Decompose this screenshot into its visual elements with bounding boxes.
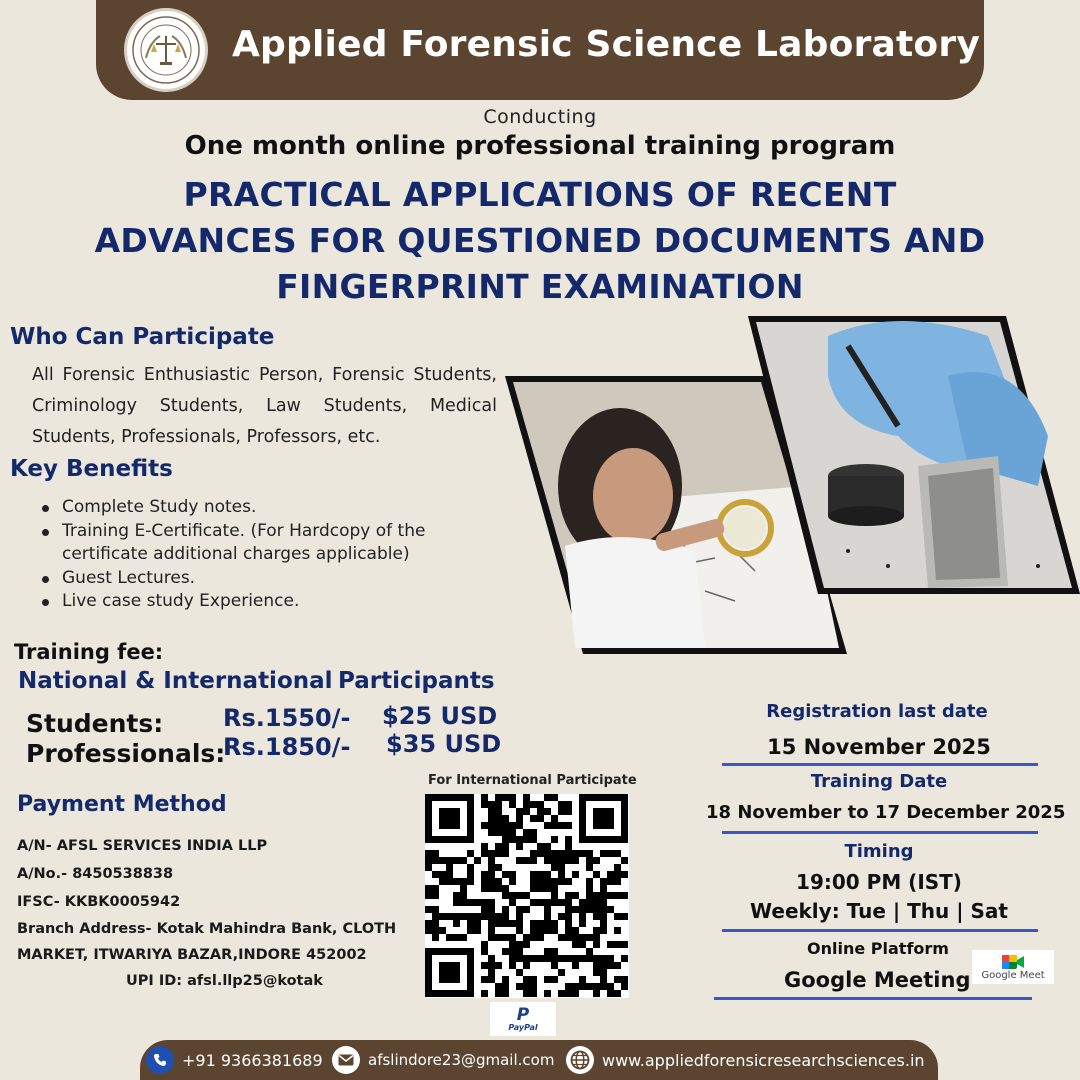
paypal-text: PayPal bbox=[508, 1022, 538, 1032]
benefits-heading: Key Benefits bbox=[10, 456, 173, 482]
timing-days: Weekly: Tue | Thu | Sat bbox=[750, 899, 1008, 923]
benefits-list bbox=[38, 496, 498, 614]
divider bbox=[714, 997, 1032, 1000]
phone-icon bbox=[146, 1046, 174, 1074]
footer-bar bbox=[140, 1040, 938, 1080]
who-text: All Forensic Enthusiastic Person, Forensic Students, Criminology Students, Law Students, Medical Students, Professionals, Professors, etc. bbox=[32, 365, 497, 447]
list-item: Complete Study notes. bbox=[38, 496, 498, 520]
qr-label: For International Participate bbox=[428, 773, 637, 788]
professionals-usd-price: $35 USD bbox=[386, 730, 502, 758]
professionals-inr-price: Rs.1850/- bbox=[223, 733, 351, 761]
phone-number: +91 9366381689 bbox=[182, 1050, 323, 1070]
students-inr-price: Rs.1550/- bbox=[223, 704, 351, 732]
branch-address-line: MARKET, ITWARIYA BAZAR,INDORE 452002 bbox=[17, 947, 367, 963]
header-banner bbox=[96, 0, 984, 100]
google-meet-text: Google Meet bbox=[981, 969, 1045, 981]
registration-label: Registration last date bbox=[766, 701, 988, 722]
footer-phone[interactable] bbox=[146, 1040, 323, 1080]
ifsc-code: IFSC- KKBK0005942 bbox=[17, 894, 181, 910]
payment-heading: Payment Method bbox=[17, 792, 227, 817]
account-name: A/N- AFSL SERVICES INDIA LLP bbox=[17, 838, 268, 854]
students-usd-price: $25 USD bbox=[382, 702, 498, 730]
professionals-label: Professionals: bbox=[26, 739, 226, 768]
training-dates: 18 November to 17 December 2025 bbox=[706, 802, 1066, 823]
national-international-label: National & International bbox=[18, 668, 333, 694]
training-fee-label: Training fee: bbox=[14, 640, 164, 664]
website-url: www.appliedforensicresearchsciences.in bbox=[602, 1050, 925, 1070]
header-title: Applied Forensic Science Laboratory bbox=[232, 24, 980, 65]
course-title-line: ADVANCES FOR QUESTIONED DOCUMENTS AND bbox=[94, 221, 986, 260]
course-title-line: FINGERPRINT EXAMINATION bbox=[276, 267, 804, 306]
lab-seal-logo bbox=[124, 8, 208, 92]
list-item: Guest Lectures. bbox=[38, 567, 498, 591]
branch-address-line: Branch Address- Kotak Mahindra Bank, CLOTH bbox=[17, 921, 397, 937]
account-number: A/No.- 8450538838 bbox=[17, 866, 174, 882]
timing-time: 19:00 PM (IST) bbox=[796, 870, 962, 894]
course-title-line: PRACTICAL APPLICATIONS OF RECENT bbox=[183, 175, 897, 214]
who-heading: Who Can Participate bbox=[10, 324, 275, 350]
list-item: Training E-Certificate. (For Hardcopy of the certificate additional charges applicable) bbox=[38, 520, 498, 567]
divider bbox=[722, 929, 1038, 932]
google-meet-logo bbox=[972, 950, 1054, 984]
footer-email[interactable] bbox=[332, 1040, 554, 1080]
google-meet-icon bbox=[1001, 954, 1025, 970]
fingerprint-powder-photo bbox=[748, 316, 1080, 594]
platform-label: Online Platform bbox=[807, 939, 949, 958]
email-icon bbox=[332, 1046, 360, 1074]
program-subtitle: One month online professional training program bbox=[184, 131, 896, 161]
timing-label: Timing bbox=[844, 841, 914, 862]
students-label: Students: bbox=[26, 709, 164, 738]
platform-value: Google Meeting bbox=[784, 968, 971, 992]
paypal-logo: P PayPal bbox=[490, 1002, 556, 1036]
course-title bbox=[60, 172, 1020, 310]
divider bbox=[722, 763, 1038, 766]
registration-date: 15 November 2025 bbox=[767, 735, 991, 759]
training-date-label: Training Date bbox=[810, 771, 948, 792]
list-item: Live case study Experience. bbox=[38, 590, 498, 614]
upi-id: UPI ID: afsl.llp25@kotak bbox=[126, 973, 323, 989]
footer-website[interactable] bbox=[566, 1040, 925, 1080]
participants-label: Participants bbox=[338, 668, 495, 694]
email-address: afslindore23@gmail.com bbox=[368, 1051, 555, 1069]
globe-icon bbox=[566, 1046, 594, 1074]
divider bbox=[722, 831, 1038, 834]
payment-qr-code[interactable] bbox=[425, 794, 629, 998]
conducting-label: Conducting bbox=[483, 106, 597, 128]
